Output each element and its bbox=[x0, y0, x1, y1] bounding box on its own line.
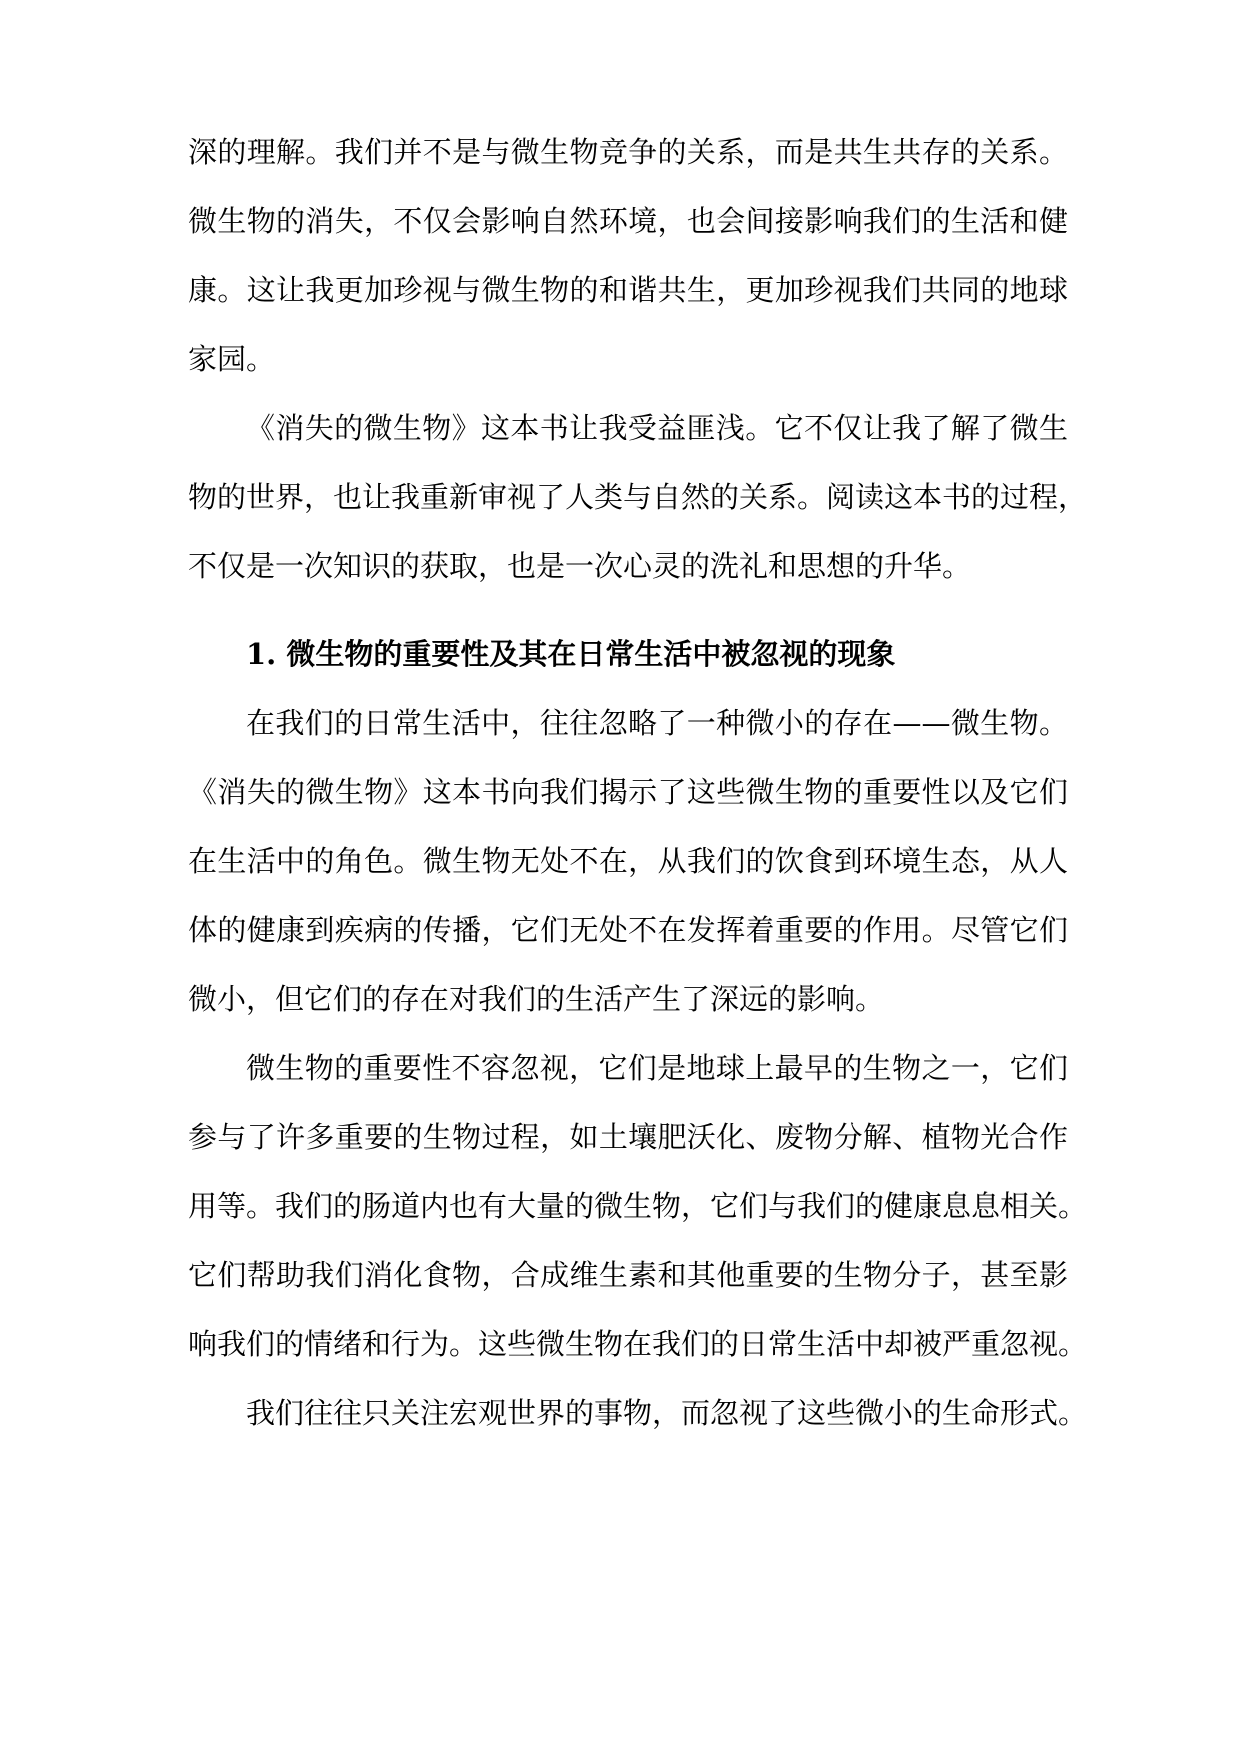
section-paragraph-1-line-5: 微小，但它们的存在对我们的生活产生了深远的影响。 bbox=[188, 982, 885, 1016]
paragraph-1-line-4: 家园。 bbox=[188, 342, 276, 376]
section-heading: 1. 微生物的重要性及其在日常生活中被忽视的现象 bbox=[246, 637, 896, 671]
section-paragraph-2-line-5: 响我们的情绪和行为。这些微生物在我们的日常生活中却被严重忽视。 bbox=[188, 1327, 1088, 1361]
section-paragraph-1-line-2: 《消失的微生物》这本书向我们揭示了这些微生物的重要性以及它们 bbox=[188, 775, 1068, 809]
section-paragraph-2-line-1: 微生物的重要性不容忽视，它们是地球上最早的生物之一，它们 bbox=[246, 1051, 1068, 1085]
paragraph-2-line-1: 《消失的微生物》这本书让我受益匪浅。它不仅让我了解了微生 bbox=[246, 411, 1068, 445]
paragraph-2-line-2: 物的世界，也让我重新审视了人类与自然的关系。阅读这本书的过程， bbox=[188, 480, 1088, 514]
section-paragraph-2-line-4: 它们帮助我们消化食物，合成维生素和其他重要的生物分子，甚至影 bbox=[188, 1258, 1068, 1292]
section-paragraph-1-line-4: 体的健康到疾病的传播，它们无处不在发挥着重要的作用。尽管它们 bbox=[188, 913, 1068, 947]
section-paragraph-1-line-1: 在我们的日常生活中，往往忽略了一种微小的存在——微生物。 bbox=[246, 706, 1068, 740]
paragraph-2-line-3: 不仅是一次知识的获取，也是一次心灵的洗礼和思想的升华。 bbox=[188, 549, 972, 583]
paragraph-1-line-3: 康。这让我更加珍视与微生物的和谐共生，更加珍视我们共同的地球 bbox=[188, 273, 1068, 307]
paragraph-1-line-2: 微生物的消失，不仅会影响自然环境，也会间接影响我们的生活和健 bbox=[188, 204, 1068, 238]
section-paragraph-2-line-2: 参与了许多重要的生物过程，如土壤肥沃化、废物分解、植物光合作 bbox=[188, 1120, 1068, 1154]
paragraph-1-line-1: 深的理解。我们并不是与微生物竞争的关系，而是共生共存的关系。 bbox=[188, 135, 1068, 169]
section-paragraph-1-line-3: 在生活中的角色。微生物无处不在，从我们的饮食到环境生态，从人 bbox=[188, 844, 1068, 878]
section-paragraph-2-line-3: 用等。我们的肠道内也有大量的微生物，它们与我们的健康息息相关。 bbox=[188, 1189, 1088, 1223]
section-paragraph-3-line-1: 我们往往只关注宏观世界的事物，而忽视了这些微小的生命形式。 bbox=[246, 1396, 1088, 1430]
